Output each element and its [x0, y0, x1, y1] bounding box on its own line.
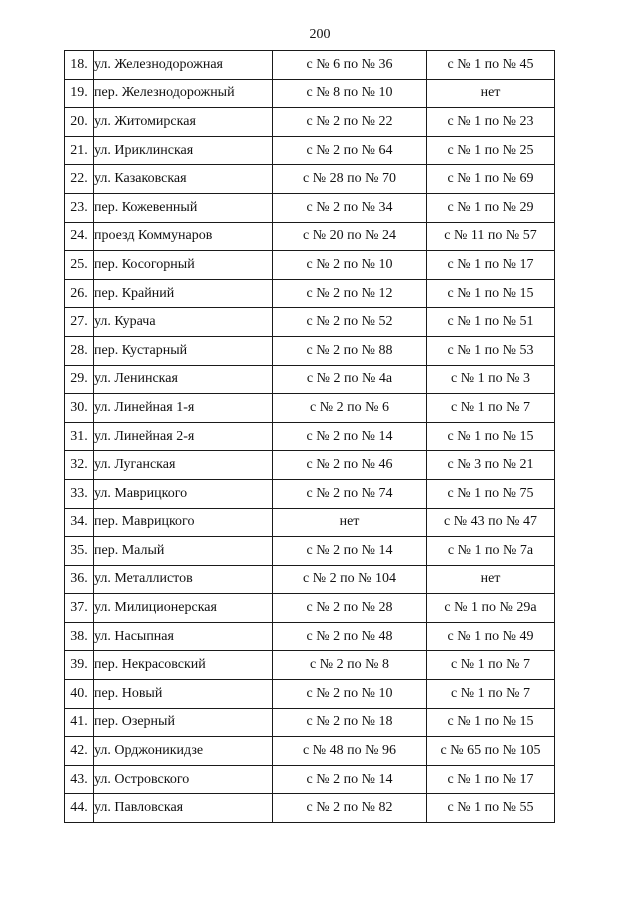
- even-houses-cell: с № 2 по № 52: [273, 308, 427, 337]
- even-houses-cell: с № 2 по № 82: [273, 794, 427, 823]
- street-name-cell: ул. Железнодорожная: [94, 51, 273, 80]
- odd-houses-cell: с № 1 по № 55: [427, 794, 555, 823]
- odd-houses-cell: с № 1 по № 25: [427, 136, 555, 165]
- street-name-cell: пер. Маврицкого: [94, 508, 273, 537]
- odd-houses-cell: с № 1 по № 3: [427, 365, 555, 394]
- street-name-cell: пер. Крайний: [94, 279, 273, 308]
- street-name-cell: ул. Казаковская: [94, 165, 273, 194]
- even-houses-cell: с № 2 по № 10: [273, 251, 427, 280]
- odd-houses-cell: с № 65 по № 105: [427, 737, 555, 766]
- even-houses-cell: с № 2 по № 18: [273, 708, 427, 737]
- even-houses-cell: с № 2 по № 8: [273, 651, 427, 680]
- street-name-cell: пер. Железнодорожный: [94, 79, 273, 108]
- row-number-cell: 21.: [65, 136, 94, 165]
- odd-houses-cell: с № 1 по № 17: [427, 251, 555, 280]
- table-row: [65, 79, 555, 108]
- table-row: [65, 422, 555, 451]
- even-houses-cell: с № 2 по № 12: [273, 279, 427, 308]
- odd-houses-cell: с № 1 по № 7: [427, 394, 555, 423]
- odd-houses-cell: с № 1 по № 7: [427, 651, 555, 680]
- street-name-cell: пер. Малый: [94, 537, 273, 566]
- odd-houses-cell: с № 1 по № 15: [427, 708, 555, 737]
- street-name-cell: пер. Новый: [94, 680, 273, 709]
- street-name-cell: ул. Орджоникидзе: [94, 737, 273, 766]
- table-row: [65, 708, 555, 737]
- even-houses-cell: с № 2 по № 34: [273, 193, 427, 222]
- row-number-cell: 43.: [65, 765, 94, 794]
- table-row: [65, 51, 555, 80]
- table-row: [65, 451, 555, 480]
- even-houses-cell: с № 2 по № 6: [273, 394, 427, 423]
- row-number-cell: 33.: [65, 479, 94, 508]
- table-row: [65, 394, 555, 423]
- street-name-cell: ул. Ленинская: [94, 365, 273, 394]
- street-name-cell: ул. Милиционерская: [94, 594, 273, 623]
- page-number: 200: [309, 27, 331, 42]
- row-number-cell: 40.: [65, 680, 94, 709]
- even-houses-cell: с № 2 по № 74: [273, 479, 427, 508]
- table-row: [65, 108, 555, 137]
- table-row: [65, 765, 555, 794]
- table-row: [65, 279, 555, 308]
- row-number-cell: 32.: [65, 451, 94, 480]
- street-name-cell: ул. Металлистов: [94, 565, 273, 594]
- row-number-cell: 31.: [65, 422, 94, 451]
- odd-houses-cell: с № 1 по № 15: [427, 422, 555, 451]
- row-number-cell: 34.: [65, 508, 94, 537]
- even-houses-cell: с № 2 по № 22: [273, 108, 427, 137]
- odd-houses-cell: с № 1 по № 23: [427, 108, 555, 137]
- street-name-cell: ул. Линейная 2-я: [94, 422, 273, 451]
- street-name-cell: ул. Островского: [94, 765, 273, 794]
- table-row: [65, 193, 555, 222]
- even-houses-cell: с № 28 по № 70: [273, 165, 427, 194]
- row-number-cell: 26.: [65, 279, 94, 308]
- table-row: [65, 622, 555, 651]
- even-houses-cell: с № 2 по № 48: [273, 622, 427, 651]
- row-number-cell: 27.: [65, 308, 94, 337]
- street-name-cell: пер. Косогорный: [94, 251, 273, 280]
- odd-houses-cell: с № 1 по № 69: [427, 165, 555, 194]
- odd-houses-cell: с № 1 по № 51: [427, 308, 555, 337]
- odd-houses-cell: нет: [427, 79, 555, 108]
- street-name-cell: ул. Луганская: [94, 451, 273, 480]
- even-houses-cell: с № 8 по № 10: [273, 79, 427, 108]
- row-number-cell: 19.: [65, 79, 94, 108]
- row-number-cell: 37.: [65, 594, 94, 623]
- streets-table-body: [65, 51, 555, 823]
- even-houses-cell: с № 20 по № 24: [273, 222, 427, 251]
- table-row: [65, 794, 555, 823]
- even-houses-cell: с № 2 по № 64: [273, 136, 427, 165]
- street-name-cell: ул. Маврицкого: [94, 479, 273, 508]
- street-name-cell: ул. Ириклинская: [94, 136, 273, 165]
- row-number-cell: 30.: [65, 394, 94, 423]
- street-name-cell: пер. Некрасовский: [94, 651, 273, 680]
- even-houses-cell: нет: [273, 508, 427, 537]
- table-row: [65, 594, 555, 623]
- odd-houses-cell: с № 3 по № 21: [427, 451, 555, 480]
- even-houses-cell: с № 2 по № 14: [273, 422, 427, 451]
- street-name-cell: проезд Коммунаров: [94, 222, 273, 251]
- street-name-cell: ул. Павловская: [94, 794, 273, 823]
- street-name-cell: пер. Озерный: [94, 708, 273, 737]
- table-row: [65, 365, 555, 394]
- row-number-cell: 20.: [65, 108, 94, 137]
- street-name-cell: ул. Насыпная: [94, 622, 273, 651]
- row-number-cell: 28.: [65, 336, 94, 365]
- row-number-cell: 41.: [65, 708, 94, 737]
- row-number-cell: 42.: [65, 737, 94, 766]
- row-number-cell: 29.: [65, 365, 94, 394]
- street-name-cell: пер. Кожевенный: [94, 193, 273, 222]
- odd-houses-cell: с № 1 по № 75: [427, 479, 555, 508]
- odd-houses-cell: с № 1 по № 29а: [427, 594, 555, 623]
- odd-houses-cell: с № 1 по № 15: [427, 279, 555, 308]
- even-houses-cell: с № 48 по № 96: [273, 737, 427, 766]
- row-number-cell: 25.: [65, 251, 94, 280]
- row-number-cell: 24.: [65, 222, 94, 251]
- row-number-cell: 44.: [65, 794, 94, 823]
- table-row: [65, 136, 555, 165]
- odd-houses-cell: нет: [427, 565, 555, 594]
- table-row: [65, 565, 555, 594]
- odd-houses-cell: с № 1 по № 7: [427, 680, 555, 709]
- odd-houses-cell: с № 1 по № 45: [427, 51, 555, 80]
- row-number-cell: 35.: [65, 537, 94, 566]
- even-houses-cell: с № 2 по № 4а: [273, 365, 427, 394]
- even-houses-cell: с № 2 по № 104: [273, 565, 427, 594]
- streets-table: [64, 50, 555, 823]
- table-row: [65, 680, 555, 709]
- row-number-cell: 23.: [65, 193, 94, 222]
- odd-houses-cell: с № 1 по № 29: [427, 193, 555, 222]
- table-row: [65, 737, 555, 766]
- table-row: [65, 251, 555, 280]
- table-row: [65, 165, 555, 194]
- odd-houses-cell: с № 43 по № 47: [427, 508, 555, 537]
- street-name-cell: ул. Курача: [94, 308, 273, 337]
- table-row: [65, 508, 555, 537]
- even-houses-cell: с № 2 по № 10: [273, 680, 427, 709]
- row-number-cell: 38.: [65, 622, 94, 651]
- table-row: [65, 336, 555, 365]
- table-row: [65, 479, 555, 508]
- even-houses-cell: с № 6 по № 36: [273, 51, 427, 80]
- table-row: [65, 537, 555, 566]
- even-houses-cell: с № 2 по № 88: [273, 336, 427, 365]
- odd-houses-cell: с № 1 по № 7а: [427, 537, 555, 566]
- street-name-cell: пер. Кустарный: [94, 336, 273, 365]
- row-number-cell: 22.: [65, 165, 94, 194]
- table-row: [65, 651, 555, 680]
- row-number-cell: 39.: [65, 651, 94, 680]
- even-houses-cell: с № 2 по № 14: [273, 765, 427, 794]
- even-houses-cell: с № 2 по № 28: [273, 594, 427, 623]
- street-name-cell: ул. Линейная 1-я: [94, 394, 273, 423]
- street-name-cell: ул. Житомирская: [94, 108, 273, 137]
- row-number-cell: 18.: [65, 51, 94, 80]
- odd-houses-cell: с № 1 по № 17: [427, 765, 555, 794]
- even-houses-cell: с № 2 по № 14: [273, 537, 427, 566]
- odd-houses-cell: с № 1 по № 49: [427, 622, 555, 651]
- row-number-cell: 36.: [65, 565, 94, 594]
- odd-houses-cell: с № 11 по № 57: [427, 222, 555, 251]
- table-row: [65, 222, 555, 251]
- odd-houses-cell: с № 1 по № 53: [427, 336, 555, 365]
- table-row: [65, 308, 555, 337]
- even-houses-cell: с № 2 по № 46: [273, 451, 427, 480]
